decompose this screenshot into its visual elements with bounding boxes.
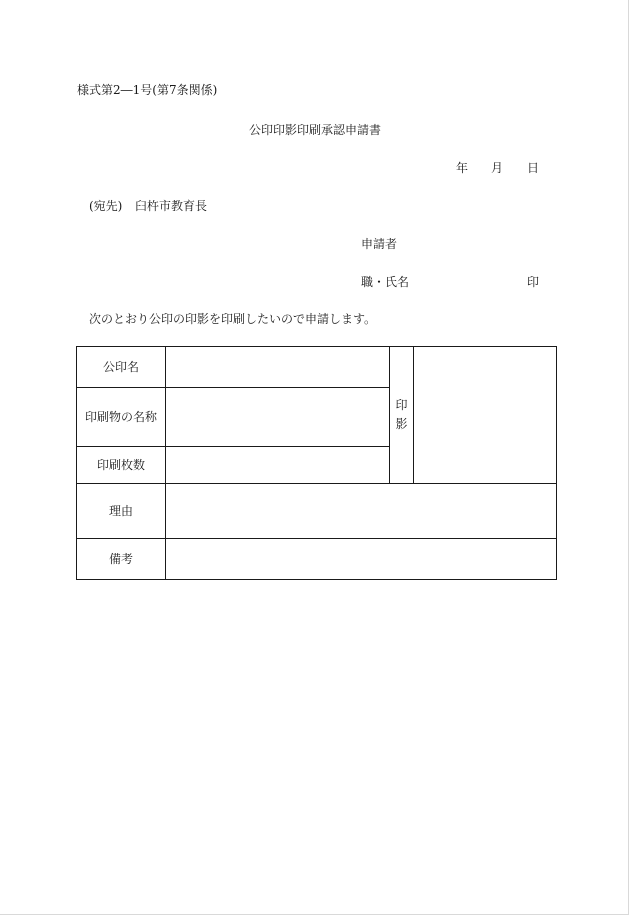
date-month-label: 月 [491,161,504,175]
seal-impression-field[interactable] [414,347,556,483]
remarks-field[interactable] [166,539,556,579]
printed-matter-name-field[interactable] [166,388,389,446]
reason-field[interactable] [166,484,556,538]
application-statement: 次のとおり公印の印影を印刷したいので申請します。 [89,312,377,326]
print-count-label: 印刷枚数 [96,458,145,472]
seal-name-field[interactable] [166,347,389,387]
seal-impression-char-2: 影 [395,417,408,431]
applicant-label: 申請者 [361,237,398,251]
date-day-label: 日 [527,161,540,175]
seal-impression-char-1: 印 [395,397,408,412]
addressee-name: 臼杵市教育長 [135,199,208,213]
seal-name-label: 公印名 [102,360,139,374]
table-border-bottom [76,579,557,580]
printed-matter-name-label: 印刷物の名称 [84,410,157,424]
application-form-table [76,346,557,580]
date-year-label: 年 [456,161,469,175]
seal-mark: 印 [527,275,540,289]
document-title: 公印印影印刷承認申請書 [249,123,382,137]
remarks-label: 備考 [108,552,133,566]
position-name-label: 職・氏名 [361,275,410,289]
addressee-prefix: (宛先) [89,199,123,213]
print-count-field[interactable] [166,447,389,483]
table-border-right [556,346,557,580]
form-number: 様式第2―1号(第7条関係) [77,83,218,97]
seal-impression-label [390,347,413,483]
reason-label: 理由 [108,504,133,518]
